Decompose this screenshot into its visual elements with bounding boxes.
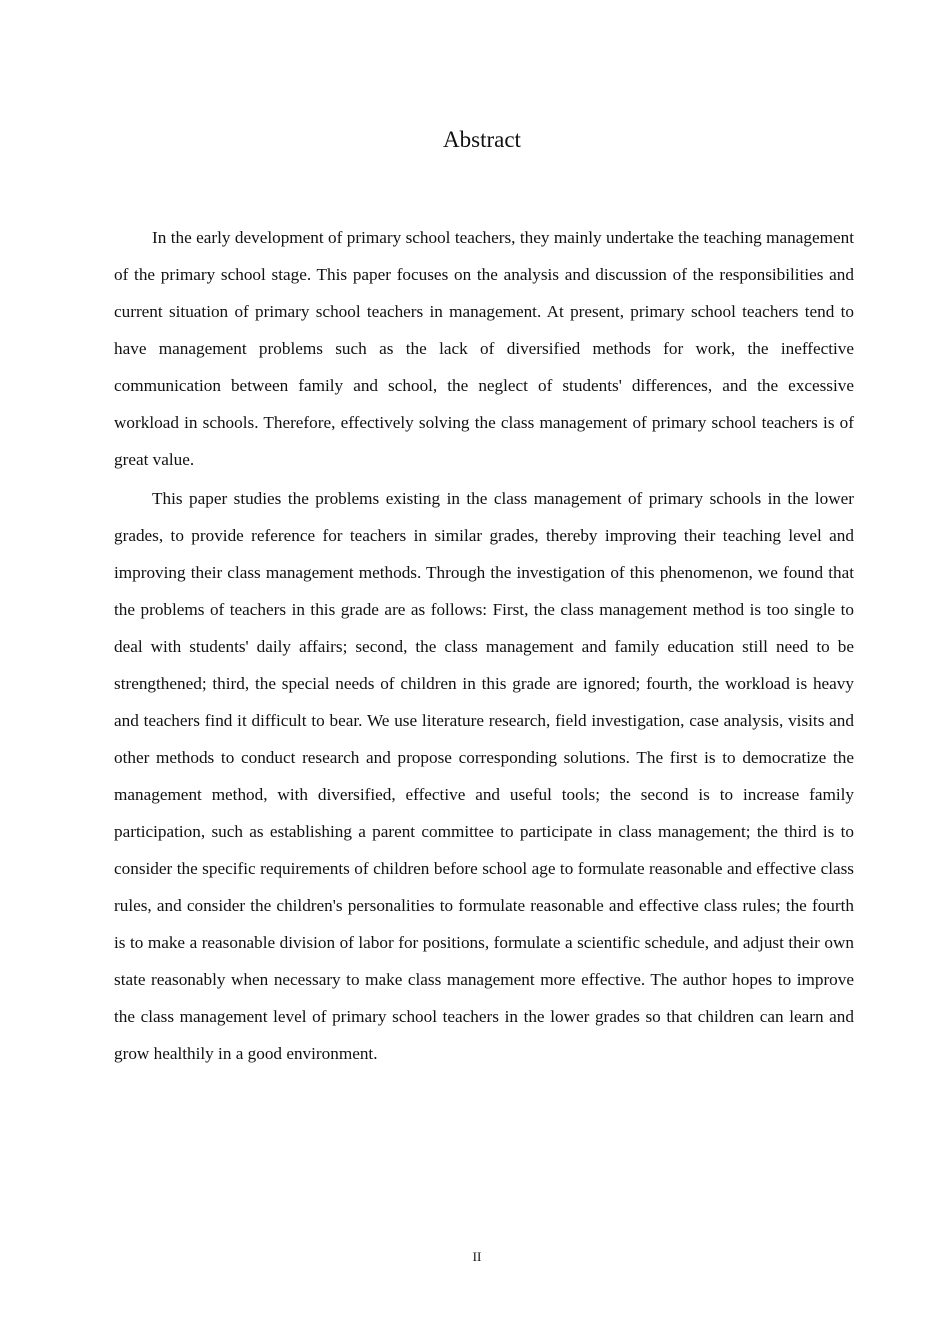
page-number: II bbox=[472, 1249, 482, 1264]
abstract-title: Abstract bbox=[443, 127, 521, 152]
abstract-paragraph-1: In the early development of primary school teachers, they mainly undertake the teaching management of the primary school stage. This paper focuses on the analysis and discussion of the responsibilities and current situation of primary school teachers in management. At present, primary school teachers tend to have management problems such as the lack of diversified methods for work, the ineffective communication between family and school, the neglect of students' differences, and the excessive workload in schools. Therefore, effectively solving the class management of primary school teachers is of great value. bbox=[114, 228, 854, 469]
abstract-body bbox=[114, 219, 854, 1072]
abstract-paragraph-2: This paper studies the problems existing in the class management of primary schools in the lower grades, to provide reference for teachers in similar grades, thereby improving their teaching level and improving their class management methods. Through the investigation of this phenomenon, we found that the problems of teachers in this grade are as follows: First, the class management method is too single to deal with students' daily affairs; second, the class management and family education still need to be strengthened; third, the special needs of children in this grade are ignored; fourth, the workload is heavy and teachers find it difficult to bear. We use literature research, field investigation, case analysis, visits and other methods to conduct research and propose corresponding solutions. The first is to democratize the management method, with diversified, effective and useful tools; the second is to increase family participation, such as establishing a parent committee to participate in class management; the third is to consider the specific requirements of children before school age to formulate reasonable and effective class rules, and consider the children's personalities to formulate reasonable and effective class rules; the fourth is to make a reasonable division of labor for positions, formulate a scientific schedule, and adjust their own state reasonably when necessary to make class management more effective. The author hopes to improve the class management level of primary school teachers in the lower grades so that children can learn and grow healthily in a good environment. bbox=[114, 489, 854, 1063]
